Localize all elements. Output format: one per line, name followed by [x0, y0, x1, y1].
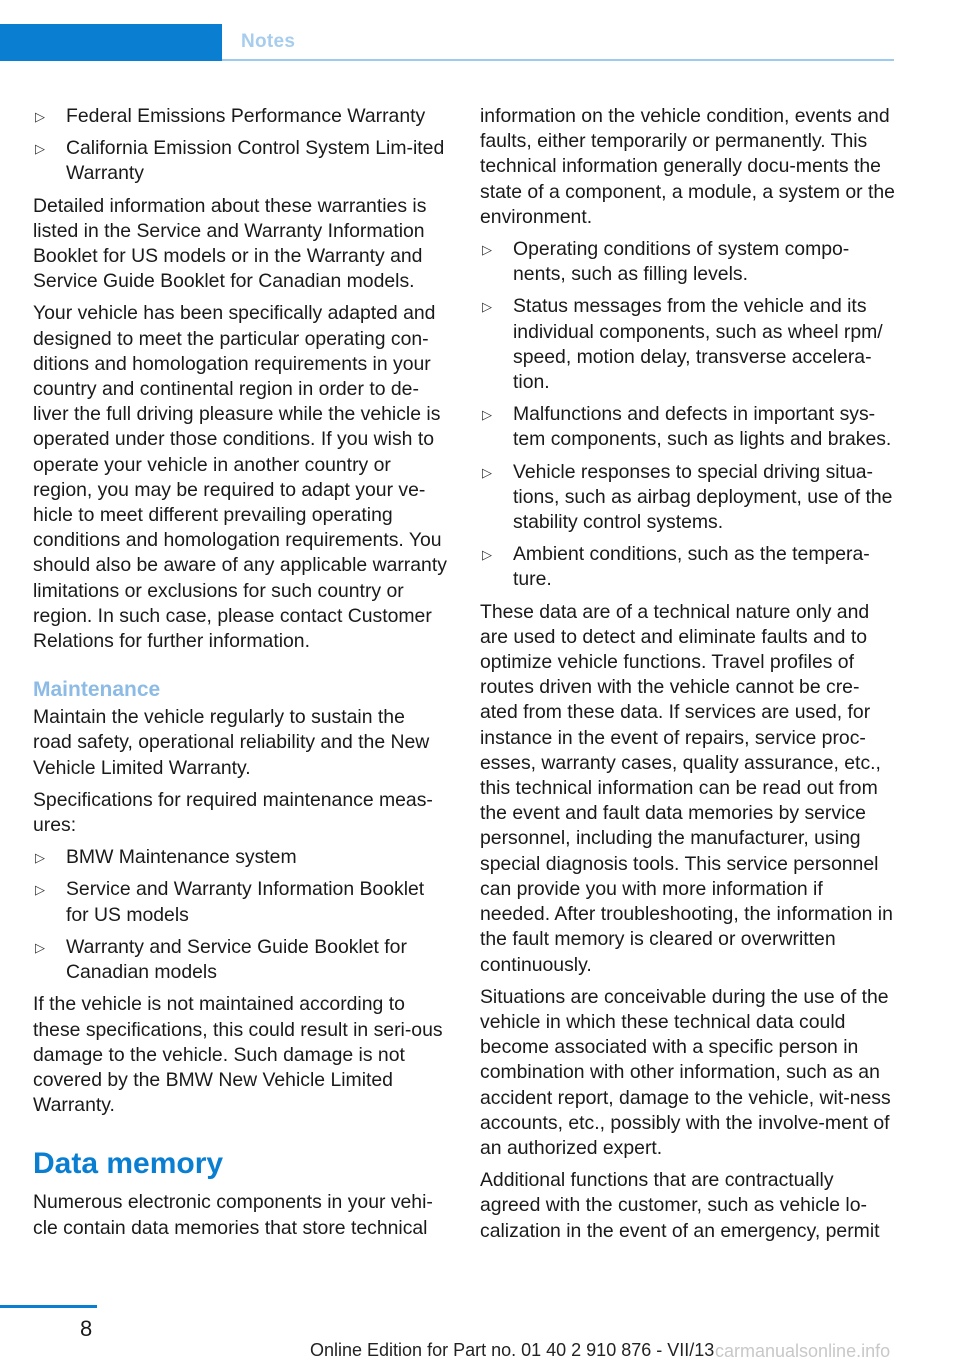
paragraph: If the vehicle is not maintained according to these specifications, this could result in seri‐ous damage to the vehicle. Such damage is not covered by the BMW New Vehicle Limited Warranty.: [33, 993, 443, 1117]
paragraph: information on the vehicle condition, events and faults, either temporarily or permanently. This technical information generally docu‐ments the state of a component, a module, a system or the environment.: [480, 105, 895, 228]
paragraph: Maintain the vehicle regularly to sustain the road safety, operational reliability and the New Vehicle Limited Warranty.: [33, 706, 430, 779]
paragraph: These data are of a technical nature only and are used to detect and eliminate faults and to optimize vehicle functions. Travel profiles of routes driven with the vehicle cannot be cre‐ated from these data. If services are used, for instance in the event of repairs, service proc‐esses, warranty cases, quality assurance, etc., this technical information can be read out from the event and fault data memories by service personnel, including the manufacturer, using special diagnosis tools. This service personnel can provide you with more information if needed. After troubleshooting, the information in the fault memory is cleared or overwritten continuously.: [480, 600, 893, 976]
warranty-list: [33, 104, 448, 187]
paragraph: Detailed information about these warranties is listed in the Service and Warranty Information Booklet for US models or in the Warranty and Service Guide Booklet for Canadian models.: [33, 194, 427, 293]
paragraph: Additional functions that are contractually agreed with the customer, such as vehicle lo‐calization in the event of an emergency, permit: [480, 1169, 880, 1242]
list-item: ▷ Ambient conditions, such as the tempera‐ture.: [480, 542, 895, 592]
edition-text: Online Edition for Part no. 01 40 2 910 876 - VII/13: [310, 1340, 715, 1360]
header-accent-bar: [0, 24, 222, 61]
list-item: ▷ Warranty and Service Guide Booklet for Canadian models: [33, 935, 448, 985]
watermark: carmanualsonline.info: [715, 1341, 891, 1361]
paragraph: Numerous electronic components in your vehi‐cle contain data memories that store technical: [33, 1191, 433, 1239]
page-number: 8: [80, 1316, 93, 1341]
data-memory-heading: Data memory: [33, 1147, 224, 1181]
maintenance-list: [33, 845, 448, 985]
list-item: ▷ Federal Emissions Performance Warranty: [33, 104, 448, 129]
left-column: [33, 104, 448, 1248]
list-item: ▷ Vehicle responses to special driving situa‐tions, such as airbag deployment, use of the stability control systems.: [480, 460, 895, 536]
maintenance-heading: Maintenance: [33, 678, 161, 702]
list-item: ▷ BMW Maintenance system: [33, 845, 448, 870]
list-item: ▷ California Emission Control System Lim‐ited Warranty: [33, 136, 448, 186]
paragraph: Your vehicle has been specifically adapted and designed to meet the particular operating con‐ditions and homologation requirements in your country and continental region in order to de‐liver the full driving pleasure while the vehicle is operated under those conditions. If you wish to operate your vehicle in another country or region, you may be required to adapt your ve‐hicle to meet different prevailing operating conditions and homologation requirements. You should also be aware of any applicable warranty limitations or exclusions for such country or region. In such case, please contact Customer Relations for further information.: [33, 302, 447, 653]
page-header-title: Notes: [241, 31, 296, 52]
list-item: ▷ Malfunctions and defects in important sys‐tem components, such as lights and brakes.: [480, 402, 895, 452]
data-types-list: [480, 237, 895, 593]
list-item: ▷ Service and Warranty Information Booklet for US models: [33, 877, 448, 927]
paragraph: Situations are conceivable during the use of the vehicle in which these technical data could become associated with a specific person in combination with other information, such as an accident report, damage to the vehicle, wit‐ness accounts, etc., possibly with the involve‐ment of an authorized expert.: [480, 985, 891, 1159]
list-item: ▷ Status messages from the vehicle and its individual components, such as wheel rpm/ speed, motion delay, transverse accelera‐tion.: [480, 294, 895, 395]
right-column: [480, 104, 895, 1251]
paragraph: Specifications for required maintenance meas‐ures:: [33, 788, 433, 837]
footer-rule: [0, 1305, 97, 1308]
list-item: ▷ Operating conditions of system compo‐nents, such as filling levels.: [480, 237, 895, 287]
header-rule: [222, 59, 894, 61]
